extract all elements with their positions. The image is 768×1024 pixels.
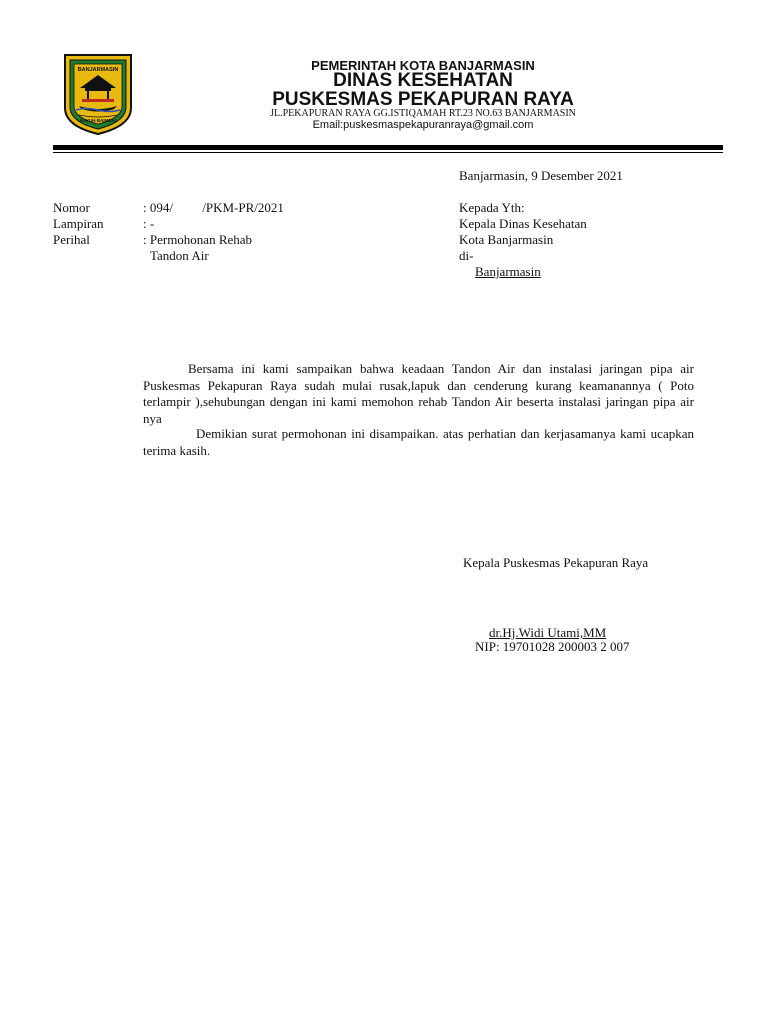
letterhead-agency: DINAS KESEHATAN — [333, 70, 513, 91]
signature-nip: NIP: 19701028 200003 2 007 — [475, 639, 630, 654]
letterhead-rule-thin — [53, 152, 723, 153]
logo-top-text: BANJARMASIN — [77, 67, 119, 73]
meta-label-nomor: Nomor — [53, 200, 90, 215]
signature-title: Kepala Puskesmas Pekapuran Raya — [463, 555, 649, 570]
body-paragraph-2: Demikian surat permohonan ini disampaikan. atas perhatian dan kerjasamanya kami ucapkan terima kasih. — [143, 426, 694, 458]
meta-value-nomor: : 094/ /PKM-PR/2021 — [143, 200, 284, 215]
letterhead-address: JL.PEKAPURAN RAYA GG.ISTIQAMAH RT.23 NO.63 BANJARMASIN — [270, 108, 576, 119]
logo-bottom-text: KAYUH BAIMBAI — [79, 118, 117, 123]
city-emblem-logo — [62, 52, 134, 136]
meta-label-perihal: Perihal — [53, 232, 90, 247]
signature-name: dr.Hj.Widi Utami,MM — [489, 625, 607, 640]
meta-value-perihal: : Permohonan Rehab — [143, 232, 253, 247]
meta-label-lampiran: Lampiran — [53, 216, 104, 231]
meta-value-lampiran: : - — [143, 216, 155, 231]
recipient-location: Banjarmasin — [475, 264, 541, 279]
body-paragraph-1: Bersama ini kami sampaikan bahwa keadaan Tandon Air dan instalasi jaringan pipa air Puskesmas Pekapuran Raya sudah mulai rusak,lapuk dan cenderung kurang keamanannya ( Poto terlampir ),sehubungan dengan ini kami memohon rehab Tandon Air beserta instalasi jaringan pipa air nya — [143, 361, 694, 426]
date-line: Banjarmasin, 9 Desember 2021 — [459, 168, 623, 183]
recipient-title: Kepala Dinas Kesehatan — [459, 216, 587, 231]
letterhead-government: PEMERINTAH KOTA BANJARMASIN — [311, 58, 535, 73]
recipient-city: Kota Banjarmasin — [459, 232, 554, 247]
recipient-di: di- — [459, 248, 474, 263]
letterhead-institution: PUSKESMAS PEKAPURAN RAYA — [272, 89, 574, 110]
letterhead-email: Email:puskesmaspekapuranraya@gmail.com — [312, 119, 534, 131]
recipient-greeting: Kepada Yth: — [459, 200, 525, 215]
meta-value-perihal-cont: Tandon Air — [150, 248, 209, 263]
letterhead-rule-thick — [53, 145, 723, 150]
